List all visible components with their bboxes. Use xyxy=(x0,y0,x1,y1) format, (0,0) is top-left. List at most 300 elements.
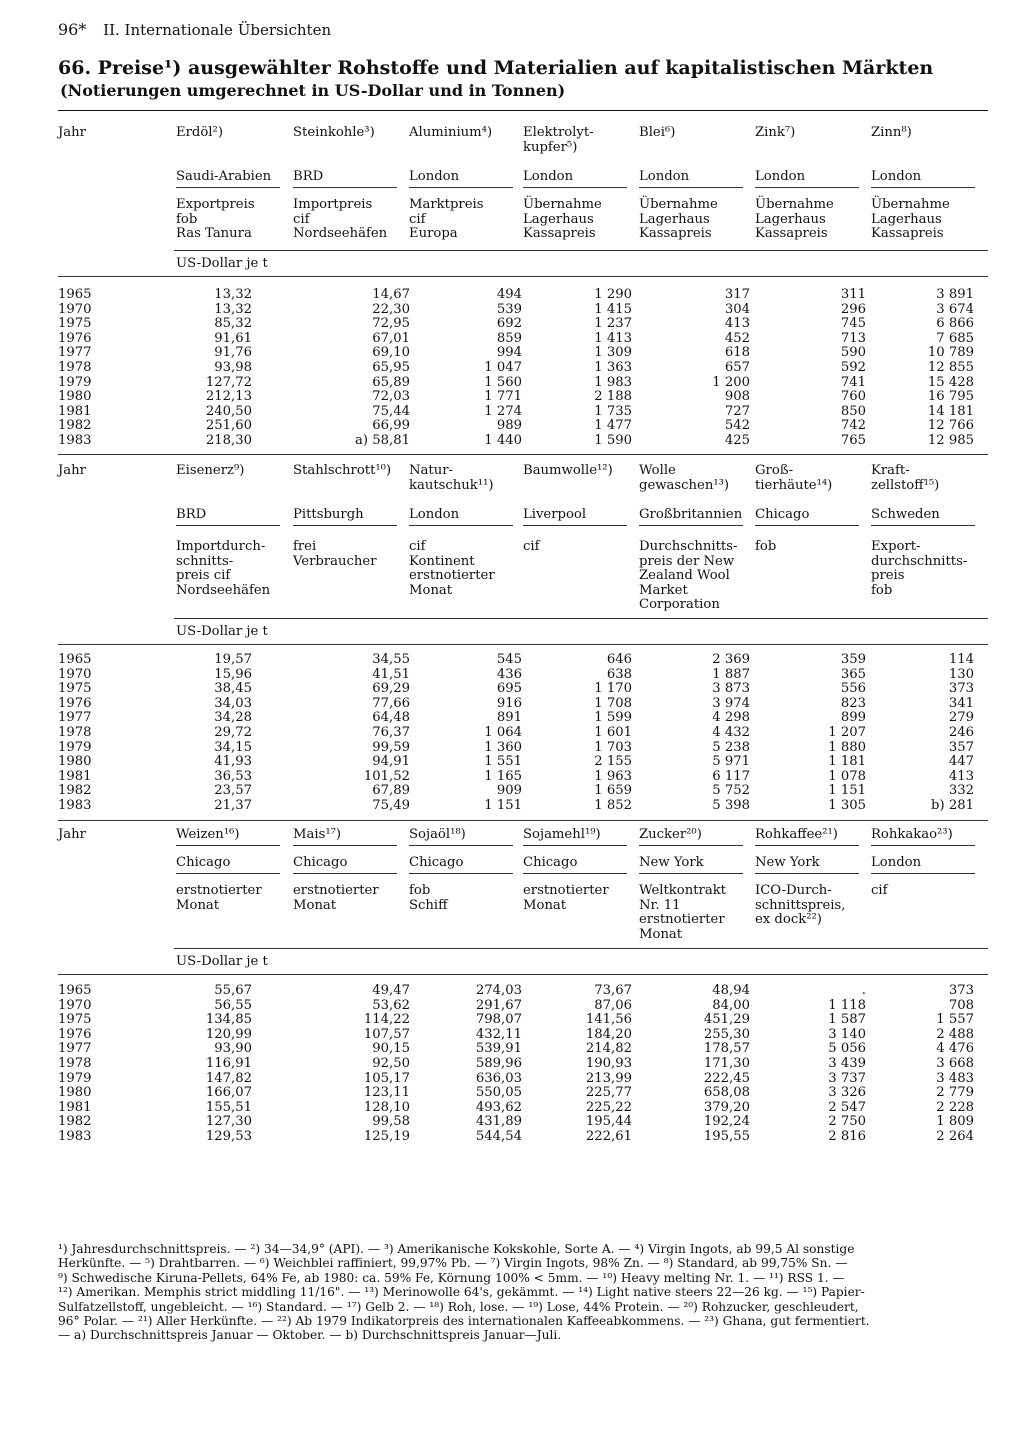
title-line-1: 66. Preise¹) ausgewählter Rohstoffe und Materialien auf kapitalistischen Märkten xyxy=(58,57,934,79)
value-cell: 77,66 xyxy=(372,695,410,711)
table-row xyxy=(58,653,974,668)
commodity-name: Zinn⁸) xyxy=(871,125,912,140)
value-cell: 130 xyxy=(948,666,974,682)
year-cell: 1983 xyxy=(58,1128,92,1144)
market-name: London xyxy=(409,507,460,522)
price-basis: Übernahme Lagerhaus Kassapreis xyxy=(755,197,834,242)
value-cell: 493,62 xyxy=(475,1099,522,1115)
year-cell: 1965 xyxy=(58,652,92,667)
price-basis: Export- durchschnitts- preis fob xyxy=(871,539,968,598)
value-cell: 19,57 xyxy=(214,652,252,667)
value-cell: 65,89 xyxy=(372,374,410,390)
year-cell: 1970 xyxy=(58,666,92,682)
value-cell: 1 170 xyxy=(594,681,632,697)
table-row xyxy=(58,1086,974,1101)
page-header xyxy=(58,20,331,39)
block-separator xyxy=(58,454,988,455)
value-cell: 916 xyxy=(496,695,522,711)
table-title xyxy=(58,56,998,102)
value-cell: 899 xyxy=(840,710,866,726)
table-row xyxy=(58,1028,974,1043)
value-cell: 41,51 xyxy=(372,666,410,682)
value-cell: 379,20 xyxy=(703,1099,750,1115)
table-row xyxy=(58,1101,974,1116)
value-cell: 2 264 xyxy=(936,1128,974,1144)
value-cell: 49,47 xyxy=(372,983,410,998)
price-basis: erstnotierter Monat xyxy=(523,883,609,913)
table-row xyxy=(58,682,974,697)
value-cell: 4 476 xyxy=(936,1041,974,1057)
value-cell: 618 xyxy=(724,345,750,361)
year-cell: 1977 xyxy=(58,1041,92,1057)
commodity-name: Kraft- zellstoff¹⁵) xyxy=(871,463,940,493)
table-row xyxy=(58,726,974,741)
value-cell: 359 xyxy=(840,652,866,667)
value-cell: 225,22 xyxy=(585,1099,632,1115)
value-cell: 713 xyxy=(840,330,866,346)
commodity-name: Aluminium⁴) xyxy=(409,125,493,140)
value-cell: 184,20 xyxy=(585,1026,632,1042)
value-cell: 67,89 xyxy=(372,783,410,799)
table-row xyxy=(58,303,974,318)
value-cell: 1 560 xyxy=(484,374,522,390)
market-name: Chicago xyxy=(176,855,231,870)
unit-separator xyxy=(174,948,988,949)
value-cell: 2 155 xyxy=(594,754,632,770)
commodity-name: Zink⁷) xyxy=(755,125,796,140)
market-name: Chicago xyxy=(293,855,348,870)
table-row xyxy=(58,1130,974,1145)
value-cell: 727 xyxy=(724,403,750,419)
value-cell: 190,93 xyxy=(585,1055,632,1071)
value-cell: 73,67 xyxy=(594,983,632,998)
market-name: Pittsburgh xyxy=(293,507,364,522)
value-cell: 1 064 xyxy=(484,724,522,740)
value-cell: 431,89 xyxy=(475,1114,522,1130)
price-basis: ICO-Durch- schnittspreis, ex dock²²) xyxy=(755,883,846,928)
value-cell: 5 752 xyxy=(712,783,750,799)
table-row xyxy=(58,755,974,770)
market-name: BRD xyxy=(176,507,207,522)
value-cell: 6 866 xyxy=(936,316,974,332)
value-cell: 2 188 xyxy=(594,389,632,405)
value-cell: 34,03 xyxy=(214,695,252,711)
block-1-header xyxy=(58,126,988,246)
commodity-name: Stahlschrott¹⁰) xyxy=(293,463,392,478)
year-cell: 1981 xyxy=(58,768,92,784)
value-cell: 34,55 xyxy=(372,652,410,667)
year-header: Jahr xyxy=(58,827,86,842)
value-cell: 1 165 xyxy=(484,768,522,784)
table-row xyxy=(58,697,974,712)
value-cell: 41,93 xyxy=(214,754,252,770)
value-cell: 222,61 xyxy=(585,1128,632,1144)
value-cell: 127,72 xyxy=(205,374,252,390)
value-cell: 1 360 xyxy=(484,739,522,755)
value-cell: 1 477 xyxy=(594,418,632,434)
value-cell: 373 xyxy=(948,983,974,998)
value-cell: 225,77 xyxy=(585,1085,632,1101)
value-cell: 3 873 xyxy=(712,681,750,697)
value-cell: 15 428 xyxy=(927,374,974,390)
commodity-name: Natur- kautschuk¹¹) xyxy=(409,463,494,493)
price-basis: Weltkontrakt Nr. 11 erstnotierter Monat xyxy=(639,883,726,942)
data-table-2 xyxy=(58,653,974,814)
value-cell: 1 880 xyxy=(828,739,866,755)
price-basis: cif Kontinent erstnotierter Monat xyxy=(409,539,495,598)
unit-separator xyxy=(174,618,988,619)
value-cell: 4 432 xyxy=(712,724,750,740)
value-cell: 539 xyxy=(496,301,522,317)
value-cell: 84,00 xyxy=(712,997,750,1013)
market-name: London xyxy=(871,855,922,870)
value-cell: 850 xyxy=(840,403,866,419)
value-cell: 105,17 xyxy=(363,1070,410,1086)
value-cell: 127,30 xyxy=(205,1114,252,1130)
value-cell: 590 xyxy=(840,345,866,361)
market-name: London xyxy=(639,169,690,184)
footnotes xyxy=(58,1242,982,1343)
value-cell: 5 398 xyxy=(712,797,750,813)
market-name: Großbritannien xyxy=(639,507,743,522)
table-row xyxy=(58,999,974,1014)
value-cell: 1 151 xyxy=(484,797,522,813)
value-cell: 2 369 xyxy=(712,652,750,667)
table-row xyxy=(58,1072,974,1087)
value-cell: 823 xyxy=(840,695,866,711)
year-cell: 1982 xyxy=(58,783,92,799)
value-cell: 3 326 xyxy=(828,1085,866,1101)
year-cell: 1980 xyxy=(58,1085,92,1101)
value-cell: 116,91 xyxy=(205,1055,252,1071)
value-cell: 1 440 xyxy=(484,432,522,448)
year-cell: 1980 xyxy=(58,754,92,770)
value-cell: 195,55 xyxy=(703,1128,750,1144)
value-cell: 859 xyxy=(496,330,522,346)
value-cell: 5 056 xyxy=(828,1041,866,1057)
commodity-name: Erdöl²) xyxy=(176,125,223,140)
value-cell: 1 601 xyxy=(594,724,632,740)
value-cell: 69,10 xyxy=(372,345,410,361)
year-cell: 1982 xyxy=(58,418,92,434)
commodity-name: Groß- tierhäute¹⁴) xyxy=(755,463,833,493)
value-cell: 75,49 xyxy=(372,797,410,813)
value-cell: 99,59 xyxy=(372,739,410,755)
unit-underline xyxy=(58,644,988,645)
unit-underline xyxy=(58,276,988,277)
value-cell: 13,32 xyxy=(214,287,252,302)
value-cell: 765 xyxy=(840,432,866,448)
table-row xyxy=(58,711,974,726)
table-row xyxy=(58,799,974,814)
value-cell: 120,99 xyxy=(205,1026,252,1042)
value-cell: 742 xyxy=(840,418,866,434)
value-cell: 2 750 xyxy=(828,1114,866,1130)
price-basis: cif xyxy=(523,539,540,554)
table-row xyxy=(58,434,974,449)
year-cell: 1965 xyxy=(58,287,92,302)
value-cell: 1 983 xyxy=(594,374,632,390)
value-cell: 3 974 xyxy=(712,695,750,711)
value-cell: 373 xyxy=(948,681,974,697)
market-name: London xyxy=(871,169,922,184)
market-name: Liverpool xyxy=(523,507,587,522)
value-cell: 1 305 xyxy=(828,797,866,813)
value-cell: 909 xyxy=(496,783,522,799)
year-cell: 1976 xyxy=(58,695,92,711)
value-cell: 251,60 xyxy=(205,418,252,434)
table-row xyxy=(58,332,974,347)
value-cell: 413 xyxy=(948,768,974,784)
value-cell: 544,54 xyxy=(475,1128,522,1144)
value-cell: 195,44 xyxy=(585,1114,632,1130)
value-cell: 222,45 xyxy=(703,1070,750,1086)
year-cell: 1979 xyxy=(58,739,92,755)
value-cell: 365 xyxy=(840,666,866,682)
value-cell: 1 771 xyxy=(484,389,522,405)
value-cell: 3 674 xyxy=(936,301,974,317)
market-name: London xyxy=(755,169,806,184)
value-cell: 2 547 xyxy=(828,1099,866,1115)
table-row xyxy=(58,1013,974,1028)
value-cell: 12 985 xyxy=(927,432,974,448)
value-cell: 1 557 xyxy=(936,1012,974,1028)
table-row xyxy=(58,770,974,785)
value-cell: 4 298 xyxy=(712,710,750,726)
value-cell: 638 xyxy=(606,666,632,682)
value-cell: 147,82 xyxy=(205,1070,252,1086)
commodity-name: Weizen¹⁶) xyxy=(176,828,280,846)
commodity-name: Baumwolle¹²) xyxy=(523,463,613,478)
value-cell: 34,15 xyxy=(214,739,252,755)
price-basis: cif xyxy=(871,883,888,898)
table-row xyxy=(58,361,974,376)
table-row xyxy=(58,1115,974,1130)
value-cell: 1 551 xyxy=(484,754,522,770)
value-cell: 55,67 xyxy=(214,983,252,998)
table-row xyxy=(58,390,974,405)
price-basis: Marktpreis cif Europa xyxy=(409,197,484,242)
value-cell: 125,19 xyxy=(363,1128,410,1144)
footnote-line: ¹) Jahresdurchschnittspreis. — ²) 34—34,9° (API). — ³) Amerikanische Kokskohle, Sorte A. — ⁴) Virgin Ingots, ab 99,5 Al sonstige xyxy=(58,1242,855,1256)
value-cell: 38,45 xyxy=(214,681,252,697)
data-table-1 xyxy=(58,288,974,449)
table-row xyxy=(58,784,974,799)
value-cell: 3 668 xyxy=(936,1055,974,1071)
value-cell: 214,82 xyxy=(585,1041,632,1057)
price-basis: Übernahme Lagerhaus Kassapreis xyxy=(871,197,950,242)
price-basis: frei Verbraucher xyxy=(293,539,377,569)
year-cell: 1975 xyxy=(58,1012,92,1028)
value-cell: 76,37 xyxy=(372,724,410,740)
value-cell: 317 xyxy=(724,287,750,302)
value-cell: 212,13 xyxy=(205,389,252,405)
value-cell: 64,48 xyxy=(372,710,410,726)
year-cell: 1976 xyxy=(58,1026,92,1042)
value-cell: 1 047 xyxy=(484,359,522,375)
value-cell: 2 488 xyxy=(936,1026,974,1042)
table-row xyxy=(58,376,974,391)
value-cell: 589,96 xyxy=(475,1055,522,1071)
page-number: 96* xyxy=(58,20,87,39)
value-cell: 994 xyxy=(496,345,522,361)
unit-label: US-Dollar je t xyxy=(176,256,268,271)
value-cell: 21,37 xyxy=(214,797,252,813)
year-header: Jahr xyxy=(58,125,86,140)
section-title: II. Internationale Übersichten xyxy=(103,21,332,39)
table-row xyxy=(58,741,974,756)
value-cell: 1 659 xyxy=(594,783,632,799)
year-cell: 1978 xyxy=(58,359,92,375)
value-cell: 67,01 xyxy=(372,330,410,346)
value-cell: 36,53 xyxy=(214,768,252,784)
value-cell: 13,32 xyxy=(214,301,252,317)
value-cell: 166,07 xyxy=(205,1085,252,1101)
value-cell: 760 xyxy=(840,389,866,405)
year-cell: 1981 xyxy=(58,1099,92,1115)
value-cell: 1 290 xyxy=(594,287,632,302)
value-cell: 3 891 xyxy=(936,287,974,302)
value-cell: 91,76 xyxy=(214,345,252,361)
value-cell: 93,98 xyxy=(214,359,252,375)
unit-separator xyxy=(174,250,988,251)
price-basis: Durchschnitts- preis der New Zealand Wool Market Corporation xyxy=(639,539,738,613)
value-cell: 1 207 xyxy=(828,724,866,740)
year-cell: 1979 xyxy=(58,1070,92,1086)
table-row xyxy=(58,1057,974,1072)
value-cell: 3 439 xyxy=(828,1055,866,1071)
table-row xyxy=(58,419,974,434)
price-basis: fob xyxy=(755,539,777,554)
value-cell: 72,95 xyxy=(372,316,410,332)
market-name: Chicago xyxy=(409,855,464,870)
commodity-name: Rohkakao²³) xyxy=(871,828,975,846)
value-cell: 66,99 xyxy=(372,418,410,434)
year-cell: 1978 xyxy=(58,1055,92,1071)
value-cell: 989 xyxy=(496,418,522,434)
value-cell: 545 xyxy=(496,652,522,667)
value-cell: 1 963 xyxy=(594,768,632,784)
block-2-header xyxy=(58,464,988,624)
value-cell: 123,11 xyxy=(363,1085,410,1101)
footnote-line: — a) Durchschnittspreis Januar — Oktober. — b) Durchschnittspreis Januar—Juli. xyxy=(58,1328,562,1343)
data-table-3 xyxy=(58,984,974,1145)
commodity-name: Mais¹⁷) xyxy=(293,828,397,846)
value-cell: 14,67 xyxy=(372,287,410,302)
value-cell: 12 855 xyxy=(927,359,974,375)
value-cell: 48,94 xyxy=(712,983,750,998)
value-cell: 141,56 xyxy=(585,1012,632,1028)
value-cell: 6 117 xyxy=(712,768,750,784)
value-cell: 15,96 xyxy=(214,666,252,682)
year-header: Jahr xyxy=(58,463,86,478)
value-cell: 129,53 xyxy=(205,1128,252,1144)
value-cell: 708 xyxy=(948,997,974,1013)
unit-underline xyxy=(58,974,988,975)
value-cell: 2 228 xyxy=(936,1099,974,1115)
value-cell: 93,90 xyxy=(214,1041,252,1057)
value-cell: 1 599 xyxy=(594,710,632,726)
table-row xyxy=(58,405,974,420)
value-cell: 178,57 xyxy=(703,1041,750,1057)
commodity-name: Zucker²⁰) xyxy=(639,828,743,846)
value-cell: 246 xyxy=(948,724,974,740)
value-cell: 745 xyxy=(840,316,866,332)
value-cell: 1 151 xyxy=(828,783,866,799)
value-cell: 107,57 xyxy=(363,1026,410,1042)
price-basis: Übernahme Lagerhaus Kassapreis xyxy=(639,197,718,242)
commodity-name: Sojaöl¹⁸) xyxy=(409,828,513,846)
value-cell: 357 xyxy=(948,739,974,755)
value-cell: 3 140 xyxy=(828,1026,866,1042)
value-cell: 1 703 xyxy=(594,739,632,755)
value-cell: 2 816 xyxy=(828,1128,866,1144)
value-cell: b) 281 xyxy=(931,797,974,813)
year-cell: 1975 xyxy=(58,681,92,697)
year-cell: 1979 xyxy=(58,374,92,390)
title-line-2: (Notierungen umgerechnet in US-Dollar und in Tonnen) xyxy=(60,81,566,100)
value-cell: 741 xyxy=(840,374,866,390)
year-cell: 1970 xyxy=(58,997,92,1013)
value-cell: 291,67 xyxy=(475,997,522,1013)
table-row xyxy=(58,317,974,332)
value-cell: 274,03 xyxy=(475,983,522,998)
commodity-name: Sojamehl¹⁹) xyxy=(523,828,627,846)
table-row xyxy=(58,346,974,361)
value-cell: 3 737 xyxy=(828,1070,866,1086)
value-cell: 92,50 xyxy=(372,1055,410,1071)
year-cell: 1975 xyxy=(58,316,92,332)
value-cell: 304 xyxy=(724,301,750,317)
value-cell: 311 xyxy=(840,287,866,302)
year-cell: 1976 xyxy=(58,330,92,346)
price-basis: erstnotierter Monat xyxy=(293,883,379,913)
block-3-header xyxy=(58,828,988,948)
value-cell: 65,95 xyxy=(372,359,410,375)
value-cell: 2 779 xyxy=(936,1085,974,1101)
year-cell: 1981 xyxy=(58,403,92,419)
table-row xyxy=(58,668,974,683)
year-cell: 1982 xyxy=(58,1114,92,1130)
value-cell: 87,06 xyxy=(594,997,632,1013)
value-cell: 1 274 xyxy=(484,403,522,419)
value-cell: 1 118 xyxy=(828,997,866,1013)
year-cell: 1970 xyxy=(58,301,92,317)
value-cell: 539,91 xyxy=(475,1041,522,1057)
price-basis: Importdurch- schnitts- preis cif Nordseehäfen xyxy=(176,539,271,598)
value-cell: 1 590 xyxy=(594,432,632,448)
value-cell: 255,30 xyxy=(703,1026,750,1042)
table-row xyxy=(58,984,974,999)
value-cell: 23,57 xyxy=(214,783,252,799)
value-cell: 1 078 xyxy=(828,768,866,784)
value-cell: 29,72 xyxy=(214,724,252,740)
commodity-name: Rohkaffee²¹) xyxy=(755,828,859,846)
value-cell: 1 708 xyxy=(594,695,632,711)
footnote-line: Sulfatzellstoff, ungebleicht. — ¹⁶) Standard. — ¹⁷) Gelb 2. — ¹⁸) Roh, lose. — ¹⁹) Lose, 44% Protein. — ²⁰) Rohzucker, geschleudert, xyxy=(58,1299,859,1314)
value-cell: 114 xyxy=(948,652,974,667)
value-cell: 34,28 xyxy=(214,710,252,726)
value-cell: 16 795 xyxy=(927,389,974,405)
year-cell: 1965 xyxy=(58,983,92,998)
value-cell: 692 xyxy=(496,316,522,332)
value-cell: 494 xyxy=(496,287,522,302)
commodity-name: Elektrolyt- kupfer⁵) xyxy=(523,125,594,155)
value-cell: 1 413 xyxy=(594,330,632,346)
value-cell: 114,22 xyxy=(363,1012,410,1028)
value-cell: 5 238 xyxy=(712,739,750,755)
value-cell: 75,44 xyxy=(372,403,410,419)
